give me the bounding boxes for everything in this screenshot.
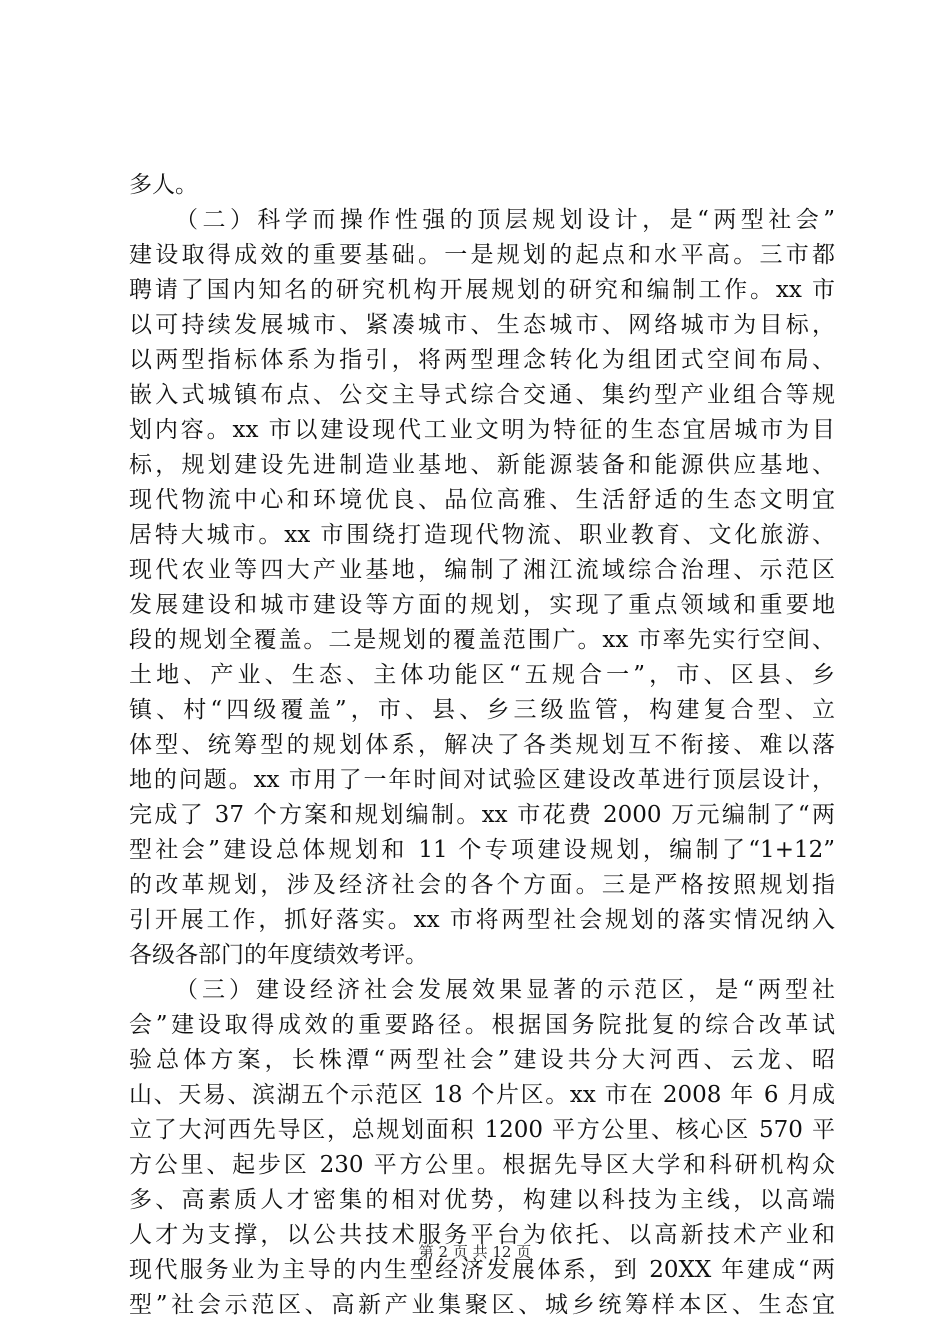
text-line: 体型、统筹型的规划体系，解决了各类规划互不衔接、难以落 — [129, 732, 835, 758]
text-line: （二）科学而操作性强的顶层规划设计，是“两型社会” — [175, 207, 835, 233]
text-line: 嵌入式城镇布点、公交主导式综合交通、集约型产业组合等规 — [129, 382, 835, 408]
text-line: 人才为支撑，以公共技术服务平台为依托、以高新技术产业和 — [129, 1222, 835, 1248]
body-text — [129, 168, 835, 1323]
text-line: 立了大河西先导区，总规划面积 1200 平方公里、核心区 570 平 — [129, 1117, 835, 1143]
text-line: 引开展工作，抓好落实。xx 市将两型社会规划的落实情况纳入 — [129, 907, 835, 933]
text-line: 地的问题。xx 市用了一年时间对试验区建设改革进行顶层设计， — [129, 767, 835, 793]
text-line: 的改革规划，涉及经济社会的各个方面。三是严格按照规划指 — [129, 872, 835, 898]
text-line: 以可持续发展城市、紧凑城市、生态城市、网络城市为目标， — [129, 312, 835, 338]
text-line: 完成了 37 个方案和规划编制。xx 市花费 2000 万元编制了“两 — [129, 802, 835, 828]
text-line: 各级各部门的年度绩效考评。 — [129, 942, 428, 968]
text-line: 发展建设和城市建设等方面的规划，实现了重点领域和重要地 — [129, 592, 835, 618]
text-line: 多、高素质人才密集的相对优势，构建以科技为主线，以高端 — [129, 1187, 835, 1213]
text-line: 验总体方案，长株潭“两型社会”建设共分大河西、云龙、昭 — [129, 1047, 835, 1073]
text-line: 建设取得成效的重要基础。一是规划的起点和水平高。三市都 — [129, 242, 835, 268]
text-line: 型”社会示范区、高新产业集聚区、城乡统筹样本区、生态宜 — [129, 1292, 835, 1318]
text-line: 型社会”建设总体规划和 11 个专项建设规划，编制了“1+12” — [129, 837, 835, 863]
text-line: 以两型指标体系为指引，将两型理念转化为组团式空间布局、 — [129, 347, 835, 373]
page-footer: 第 2 页 共 12 页 — [418, 1243, 532, 1261]
text-line: 山、天易、滨湖五个示范区 18 个片区。xx 市在 2008 年 6 月成 — [129, 1082, 835, 1108]
text-line: 现代农业等四大产业基地，编制了湘江流域综合治理、示范区 — [129, 557, 835, 583]
text-line: 居特大城市。xx 市围绕打造现代物流、职业教育、文化旅游、 — [129, 522, 835, 548]
text-line: 划内容。xx 市以建设现代工业文明为特征的生态宜居城市为目 — [129, 417, 835, 443]
text-line: （三）建设经济社会发展效果显著的示范区，是“两型社 — [175, 977, 835, 1003]
text-line: 土地、产业、生态、主体功能区“五规合一”，市、区县、乡 — [129, 662, 835, 688]
text-line: 多人。 — [129, 172, 198, 198]
text-line: 会”建设取得成效的重要路径。根据国务院批复的综合改革试 — [129, 1012, 835, 1038]
text-line: 现代服务业为主导的内生型经济发展体系，到 20XX 年建成“两 — [129, 1257, 835, 1283]
text-line: 现代物流中心和环境优良、品位高雅、生活舒适的生态文明宜 — [129, 487, 835, 513]
text-line: 标，规划建设先进制造业基地、新能源装备和能源供应基地、 — [129, 452, 835, 478]
text-line: 段的规划全覆盖。二是规划的覆盖范围广。xx 市率先实行空间、 — [129, 627, 835, 653]
text-line: 镇、村“四级覆盖”，市、县、乡三级监管，构建复合型、立 — [129, 697, 835, 723]
text-line: 聘请了国内知名的研究机构开展规划的研究和编制工作。xx 市 — [129, 277, 835, 303]
text-line: 方公里、起步区 230 平方公里。根据先导区大学和科研机构众 — [129, 1152, 835, 1178]
